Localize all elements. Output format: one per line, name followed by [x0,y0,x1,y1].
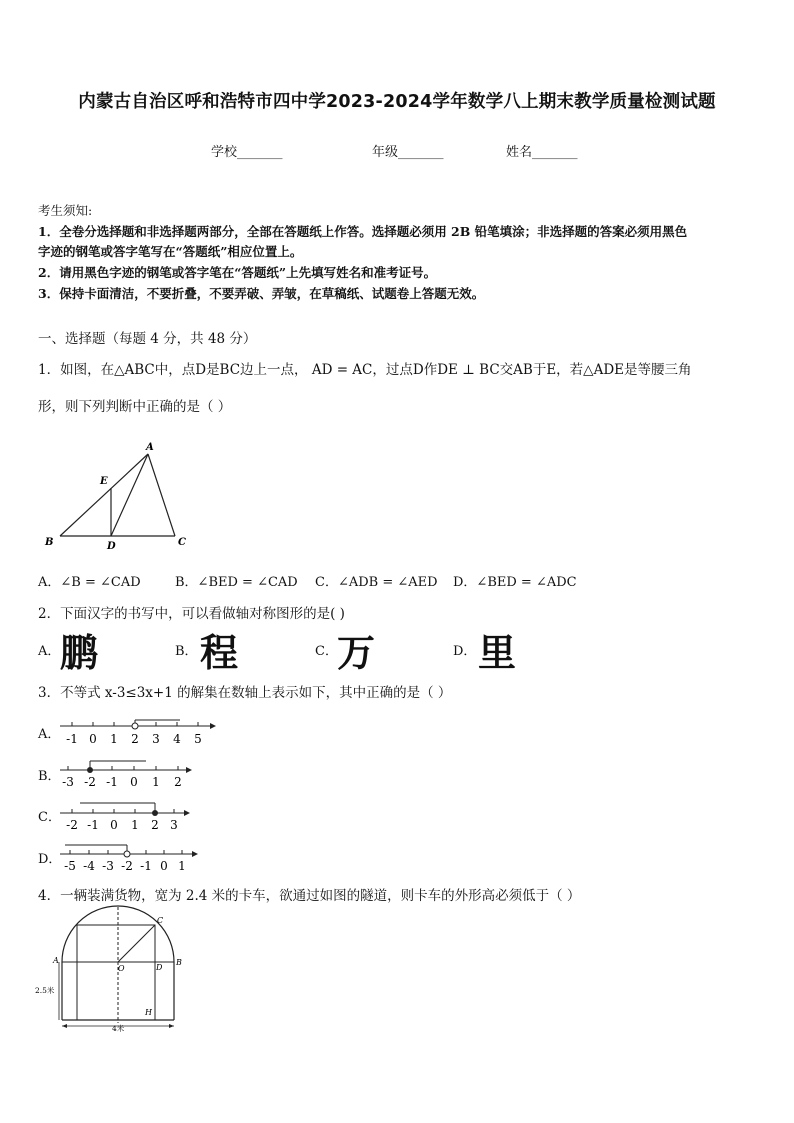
q3-stem: 3．不等式 x-3≤3x+1 的解集在数轴上表示如下，其中正确的是（ ） [38,685,452,701]
q4-tunnel-figure [34,905,194,1035]
q4-width-label: 4米 [112,1024,125,1033]
q3b-tick: 1 [152,775,160,789]
q3c-tick: 1 [131,818,139,831]
q2-char-b: 程 [200,631,239,675]
page-title: 内蒙古自治区呼和浩特市四中学2023-2024学年数学八上期末教学质量检测试题 [78,92,716,112]
q2-char-d: 里 [478,631,517,675]
q1-option-a: A．∠B = ∠CAD [38,575,141,590]
q1-label-b: B [45,537,54,548]
q4-label-d: D [156,963,163,972]
q3a-tick: 4 [173,732,181,746]
q3a-tick: -1 [66,732,78,746]
q2-char-a: 鹏 [60,631,99,675]
q3a-tick: 3 [152,732,160,746]
q1-option-c: C．∠ADB = ∠AED [315,575,438,590]
q3-label-d: D． [38,852,62,867]
q3c-tick: -2 [66,818,78,831]
q3-label-a: A． [38,727,61,742]
name-field: 姓名_______ [506,145,578,160]
q3-numberline-b [60,758,200,790]
q3b-tick: -2 [84,775,96,789]
q2-label-a: A． [38,644,61,659]
q2-label-b: B． [175,644,198,659]
q3a-tick: 2 [131,732,139,746]
q3a-tick: 0 [89,732,97,746]
q3d-tick: -5 [64,859,76,872]
q3-label-c: C． [38,810,61,825]
q4-label-b: B [176,958,182,967]
q3c-tick: 2 [151,818,159,831]
q2-label-d: D． [453,644,477,659]
q3d-tick: -4 [83,859,95,872]
q3a-tick: 5 [194,732,202,746]
notice-heading: 考生须知: [38,203,93,218]
q4-label-c: C [157,916,164,925]
q3a-tick: 1 [110,732,118,746]
q3c-tick: -1 [87,818,99,831]
q1-option-b: B．∠BED = ∠CAD [175,575,298,590]
q1-stem-line2: 形，则下列判断中正确的是（ ） [38,399,232,415]
q4-label-o: O [118,964,125,973]
q1-label-c: C [178,537,186,548]
q2-label-c: C． [315,644,338,659]
grade-field: 年级_______ [372,145,444,160]
q3c-tick: 3 [170,818,178,831]
q4-label-a: A [53,956,59,965]
q1-label-a: A [146,442,154,453]
notice-item-1a: 1．全卷分选择题和非选择题两部分，全部在答题纸上作答。选择题必须用 2B 铅笔填涂；非选择题的答案必须用黑色 [38,224,688,239]
q1-option-d: D．∠BED = ∠ADC [453,575,577,590]
notice-item-3: 3．保持卡面清洁，不要折叠，不要弄破、弄皱，在草稿纸、试题卷上答题无效。 [38,286,485,301]
q3-label-b: B． [38,769,61,784]
q1-label-e: E [100,476,108,487]
q3d-tick: -3 [102,859,114,872]
q4-stem: 4．一辆装满货物，宽为 2.4 米的卡车，欲通过如图的隧道，则卡车的外形高必须低于（ ） [38,888,581,904]
notice-item-2: 2．请用黑色字迹的钢笔或答字笔在“答题纸”上先填写姓名和准考证号。 [38,265,437,280]
q2-char-c: 万 [337,631,376,675]
q3-numberline-d [60,840,205,872]
q3b-tick: -1 [106,775,118,789]
notice-item-1b: 字迹的钢笔或答字笔写在“答题纸”相应位置上。 [38,244,303,259]
q3c-tick: 0 [110,818,118,831]
q3b-tick: 2 [174,775,182,789]
q3-numberline-a [60,716,220,748]
q1-label-d: D [107,541,116,552]
q3d-tick: 1 [178,859,186,872]
q3b-tick: -3 [62,775,74,789]
q4-label-h: H [145,1008,152,1017]
q3-numberline-c [60,799,200,831]
q3b-tick: 0 [130,775,138,789]
q2-stem: 2．下面汉字的书写中，可以看做轴对称图形的是( ) [38,606,345,622]
q4-height-label: 2.5米 [35,986,55,995]
section-heading: 一、选择题（每题 4 分，共 48 分） [38,331,257,347]
q1-triangle-figure [40,436,200,554]
q3d-tick: -1 [140,859,152,872]
q1-stem-line1: 1．如图，在△ABC中，点D是BC边上一点， AD = AC，过点D作DE ⊥ BC交AB于E，若△ADE是等腰三角 [38,362,692,378]
school-field: 学校_______ [211,145,283,160]
q3d-tick: 0 [160,859,168,872]
q3d-tick: -2 [121,859,133,872]
